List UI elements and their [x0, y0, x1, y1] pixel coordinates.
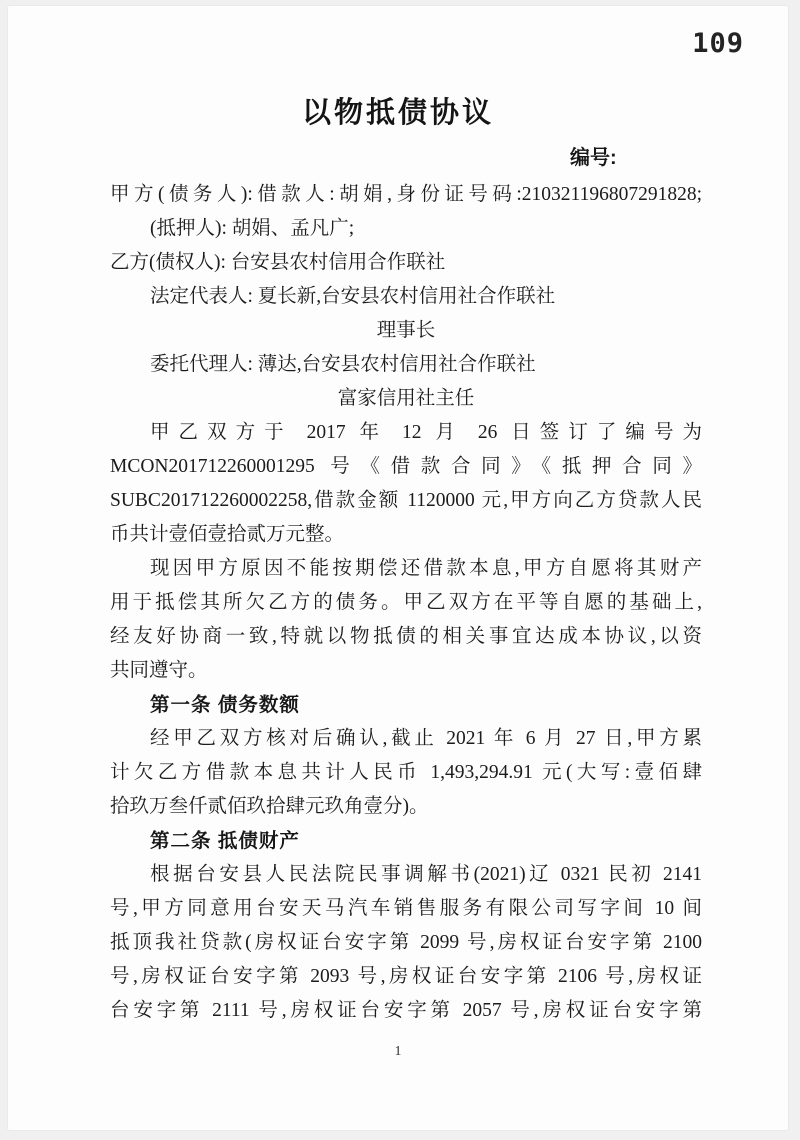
intro-line: SUBC201712260002258,借款金额 1120000 元,甲方向乙方贷款人民 — [110, 490, 702, 511]
recital-line: 经友好协商一致,特就以物抵债的相关事宜达成本协议,以资 — [110, 626, 702, 647]
article1-line: 经甲乙双方核对后确认,截止 2021 年 6 月 27 日,甲方累 — [150, 728, 702, 749]
party-a-line: 甲方(债务人):借款人:胡娟,身份证号码:210321196807291828; — [110, 184, 702, 205]
mortgagor-line: (抵押人): 胡娟、孟凡广; — [150, 218, 355, 239]
party-b-line: 乙方(债权人): 台安县农村信用合作联社 — [110, 252, 446, 273]
chairman-title-line: 理事长 — [376, 320, 436, 341]
legal-rep-line: 法定代表人: 夏长新,台安县农村信用社合作联社 — [150, 286, 556, 307]
scan-page-stamp: 109 — [692, 28, 744, 59]
article2-line: 根据台安县人民法院民事调解书(2021)辽 0321 民初 2141 — [150, 864, 702, 885]
article1-line: 拾玖万叁仟贰佰玖拾肆元玖角壹分)。 — [110, 796, 429, 817]
document-page — [7, 5, 789, 1131]
recital-line: 共同遵守。 — [110, 660, 208, 681]
recital-line: 用于抵偿其所欠乙方的债务。甲乙双方在平等自愿的基础上, — [110, 592, 702, 613]
agent-line: 委托代理人: 薄达,台安县农村信用社合作联社 — [150, 354, 536, 375]
document-title: 以物抵债协议 — [301, 97, 494, 129]
intro-line: 甲乙双方于 2017 年 12 月 26 日签订了编号为 — [150, 422, 702, 443]
article1-heading: 第一条 债务数额 — [150, 694, 300, 716]
document-body — [110, 178, 702, 1028]
director-title-line: 富家信用社主任 — [337, 388, 475, 409]
article2-line: 抵顶我社贷款(房权证台安字第 2099 号,房权证台安字第 2100 — [110, 932, 702, 953]
article2-line: 号,甲方同意用台安天马汽车销售服务有限公司写字间 10 间 — [110, 898, 702, 919]
article2-line: 台安字第 2111 号,房权证台安字第 2057 号,房权证台安字第 — [110, 1000, 702, 1021]
article1-line: 计欠乙方借款本息共计人民币 1,493,294.91 元(大写:壹佰肆 — [110, 762, 702, 783]
intro-line: 币共计壹佰壹拾贰万元整。 — [110, 524, 345, 545]
article2-heading: 第二条 抵债财产 — [150, 830, 300, 852]
article2-line: 号,房权证台安字第 2093 号,房权证台安字第 2106 号,房权证 — [110, 966, 702, 987]
intro-line: MCON201712260001295 号《借款合同》《抵押合同》 — [110, 456, 702, 477]
serial-number-label: 编号: — [570, 147, 617, 169]
recital-line: 现因甲方原因不能按期偿还借款本息,甲方自愿将其财产 — [150, 558, 702, 579]
page-footer-number: 1 — [394, 1044, 402, 1059]
